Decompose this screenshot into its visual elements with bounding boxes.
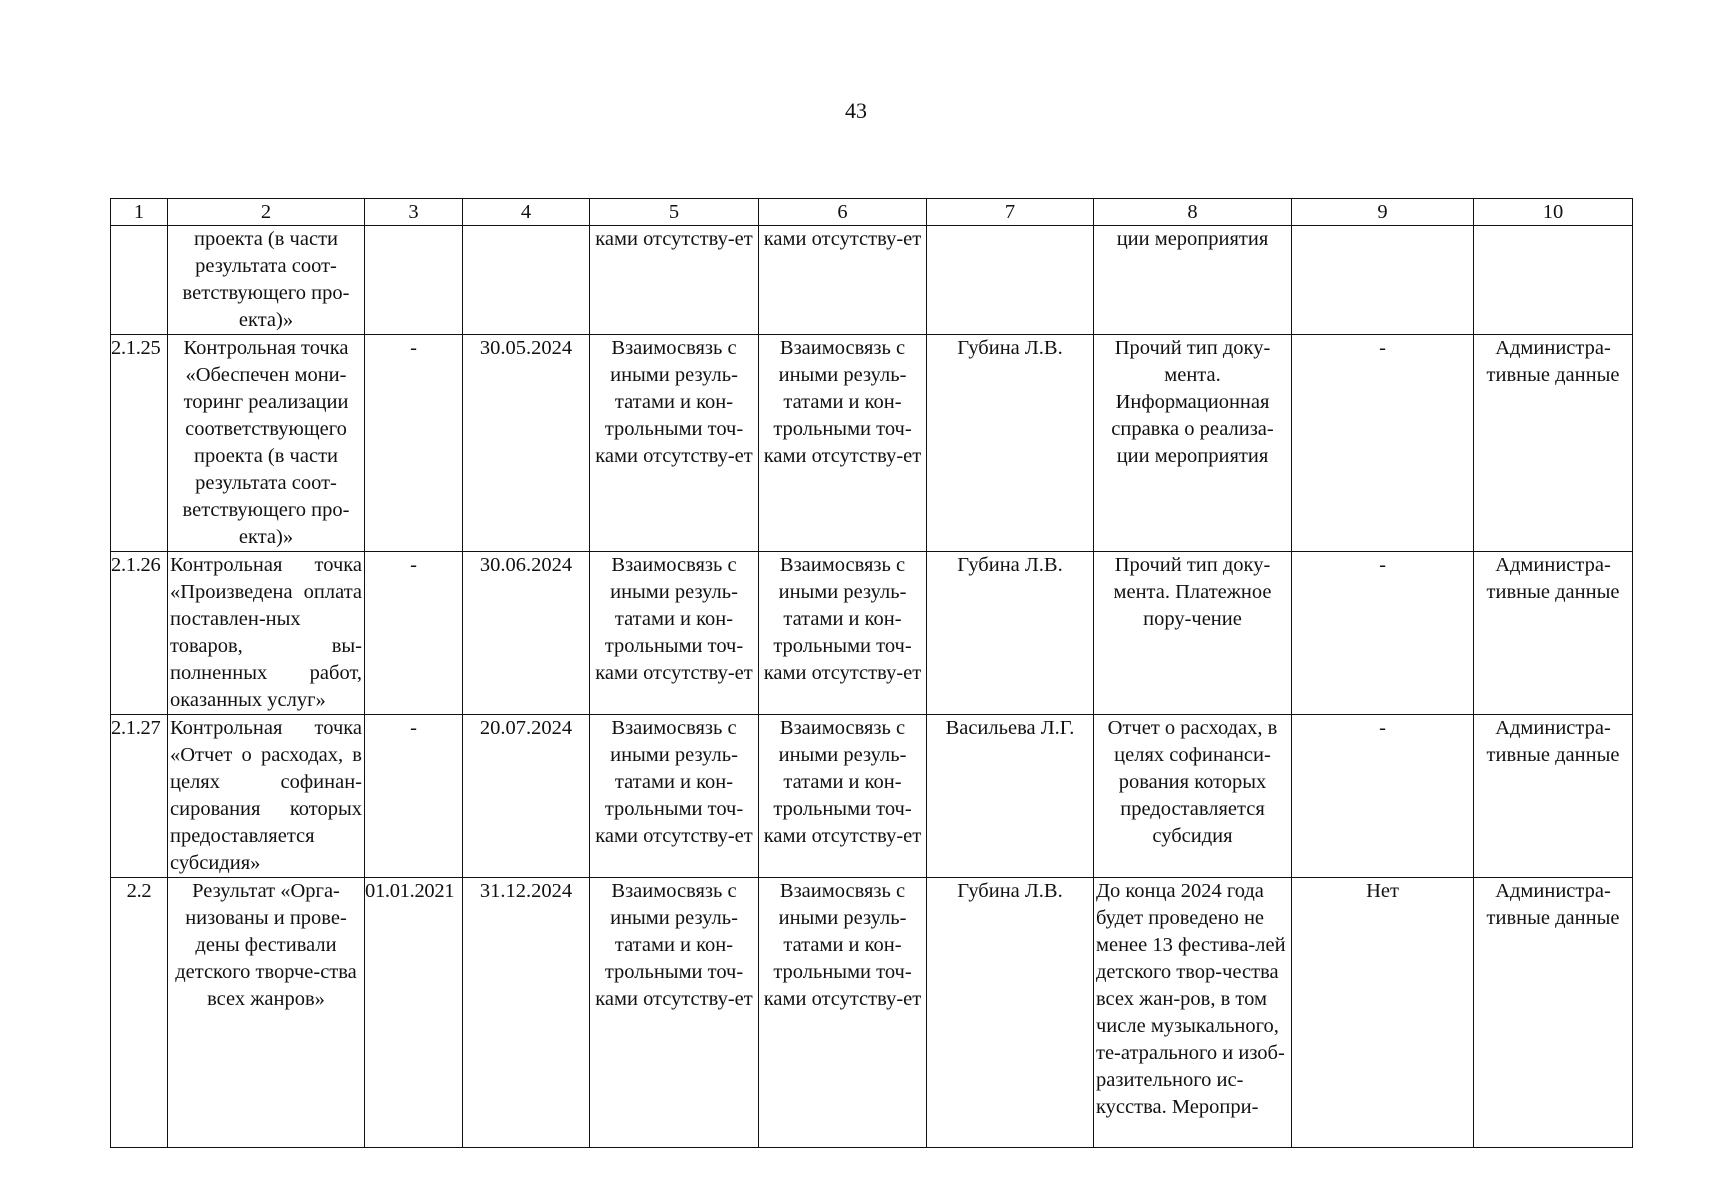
table-row bbox=[111, 335, 1633, 552]
row-start-date bbox=[365, 226, 463, 335]
row-system: - bbox=[1292, 715, 1474, 878]
row-data-source: Администра-тивные данные bbox=[1474, 335, 1633, 552]
column-number: 3 bbox=[365, 199, 463, 226]
row-system: - bbox=[1292, 552, 1474, 715]
row-link-prev: ками отсутству-ет bbox=[590, 226, 759, 335]
row-number: 2.1.26 bbox=[111, 552, 168, 715]
table-row bbox=[111, 878, 1633, 1148]
row-responsible: Губина Л.В. bbox=[927, 878, 1094, 1148]
row-link-next: ками отсутству-ет bbox=[759, 226, 927, 335]
row-data-source: Администра-тивные данные bbox=[1474, 878, 1633, 1148]
row-start-date: - bbox=[365, 335, 463, 552]
row-number bbox=[111, 226, 168, 335]
column-number: 6 bbox=[759, 199, 927, 226]
table-row bbox=[111, 226, 1633, 335]
row-doc-type: ции мероприятия bbox=[1094, 226, 1292, 335]
row-link-prev: Взаимосвязь с иными резуль-татами и кон-трольными точ-ками отсутству-ет bbox=[590, 552, 759, 715]
row-start-date: - bbox=[365, 552, 463, 715]
column-number-row bbox=[111, 199, 1633, 226]
row-end-date: 20.07.2024 bbox=[463, 715, 590, 878]
column-number: 4 bbox=[463, 199, 590, 226]
row-data-source: Администра-тивные данные bbox=[1474, 552, 1633, 715]
row-link-next: Взаимосвязь с иными резуль-татами и кон-трольными точ-ками отсутству-ет bbox=[759, 715, 927, 878]
row-link-prev: Взаимосвязь с иными резуль-татами и кон-трольными точ-ками отсутству-ет bbox=[590, 878, 759, 1148]
column-number: 8 bbox=[1094, 199, 1292, 226]
row-name: Контрольная точка «Отчет о расходах, в целях софинан-сирования которых предоставляется субсидия» bbox=[168, 715, 365, 878]
row-link-next: Взаимосвязь с иными резуль-татами и кон-трольными точ-ками отсутству-ет bbox=[759, 878, 927, 1148]
row-doc-type: Прочий тип доку-мента. Платежное пору-чение bbox=[1094, 552, 1292, 715]
row-link-next: Взаимосвязь с иными резуль-татами и кон-трольными точ-ками отсутству-ет bbox=[759, 335, 927, 552]
row-doc-type: Прочий тип доку-мента. Информационная справка о реализа-ции мероприятия bbox=[1094, 335, 1292, 552]
row-name: Контрольная точка «Произведена оплата поставлен-ных товаров, вы-полненных работ, оказанных услуг» bbox=[168, 552, 365, 715]
row-number: 2.2 bbox=[111, 878, 168, 1148]
row-start-date: 01.01.2021 bbox=[365, 878, 463, 1148]
row-data-source: Администра-тивные данные bbox=[1474, 715, 1633, 878]
row-name: Результат «Орга-низованы и прове-дены фестивали детского творче-ства всех жанров» bbox=[168, 878, 365, 1148]
row-name: проекта (в части результата соот-ветствующего про-екта)» bbox=[168, 226, 365, 335]
row-number: 2.1.27 bbox=[111, 715, 168, 878]
row-responsible: Васильева Л.Г. bbox=[927, 715, 1094, 878]
row-doc-type: До конца 2024 года будет проведено не менее 13 фестива-лей детского твор-чества всех жан-ров, в том числе музыкального, те-атрального и изоб-разительного ис-кусства. Меропри- bbox=[1094, 878, 1292, 1148]
row-name: Контрольная точка «Обеспечен мони-торинг реализации соответствующего проекта (в части результата соот-ветствующего про-екта)» bbox=[168, 335, 365, 552]
row-end-date: 30.06.2024 bbox=[463, 552, 590, 715]
row-system bbox=[1292, 226, 1474, 335]
row-link-next: Взаимосвязь с иными резуль-татами и кон-трольными точ-ками отсутству-ет bbox=[759, 552, 927, 715]
column-number: 1 bbox=[111, 199, 168, 226]
row-data-source bbox=[1474, 226, 1633, 335]
row-end-date: 30.05.2024 bbox=[463, 335, 590, 552]
column-number: 7 bbox=[927, 199, 1094, 226]
table-row bbox=[111, 552, 1633, 715]
column-number: 10 bbox=[1474, 199, 1633, 226]
row-system: - bbox=[1292, 335, 1474, 552]
row-number: 2.1.25 bbox=[111, 335, 168, 552]
page-number: 43 bbox=[845, 98, 867, 123]
row-system: Нет bbox=[1292, 878, 1474, 1148]
row-end-date bbox=[463, 226, 590, 335]
row-end-date: 31.12.2024 bbox=[463, 878, 590, 1148]
column-number: 9 bbox=[1292, 199, 1474, 226]
row-responsible: Губина Л.В. bbox=[927, 335, 1094, 552]
row-start-date: - bbox=[365, 715, 463, 878]
row-responsible bbox=[927, 226, 1094, 335]
row-responsible: Губина Л.В. bbox=[927, 552, 1094, 715]
plan-table bbox=[110, 198, 1633, 1148]
column-number: 5 bbox=[590, 199, 759, 226]
column-number: 2 bbox=[168, 199, 365, 226]
row-link-prev: Взаимосвязь с иными резуль-татами и кон-трольными точ-ками отсутству-ет bbox=[590, 715, 759, 878]
table-row bbox=[111, 715, 1633, 878]
row-link-prev: Взаимосвязь с иными резуль-татами и кон-трольными точ-ками отсутству-ет bbox=[590, 335, 759, 552]
row-doc-type: Отчет о расходах, в целях софинанси-рования которых предоставляется субсидия bbox=[1094, 715, 1292, 878]
